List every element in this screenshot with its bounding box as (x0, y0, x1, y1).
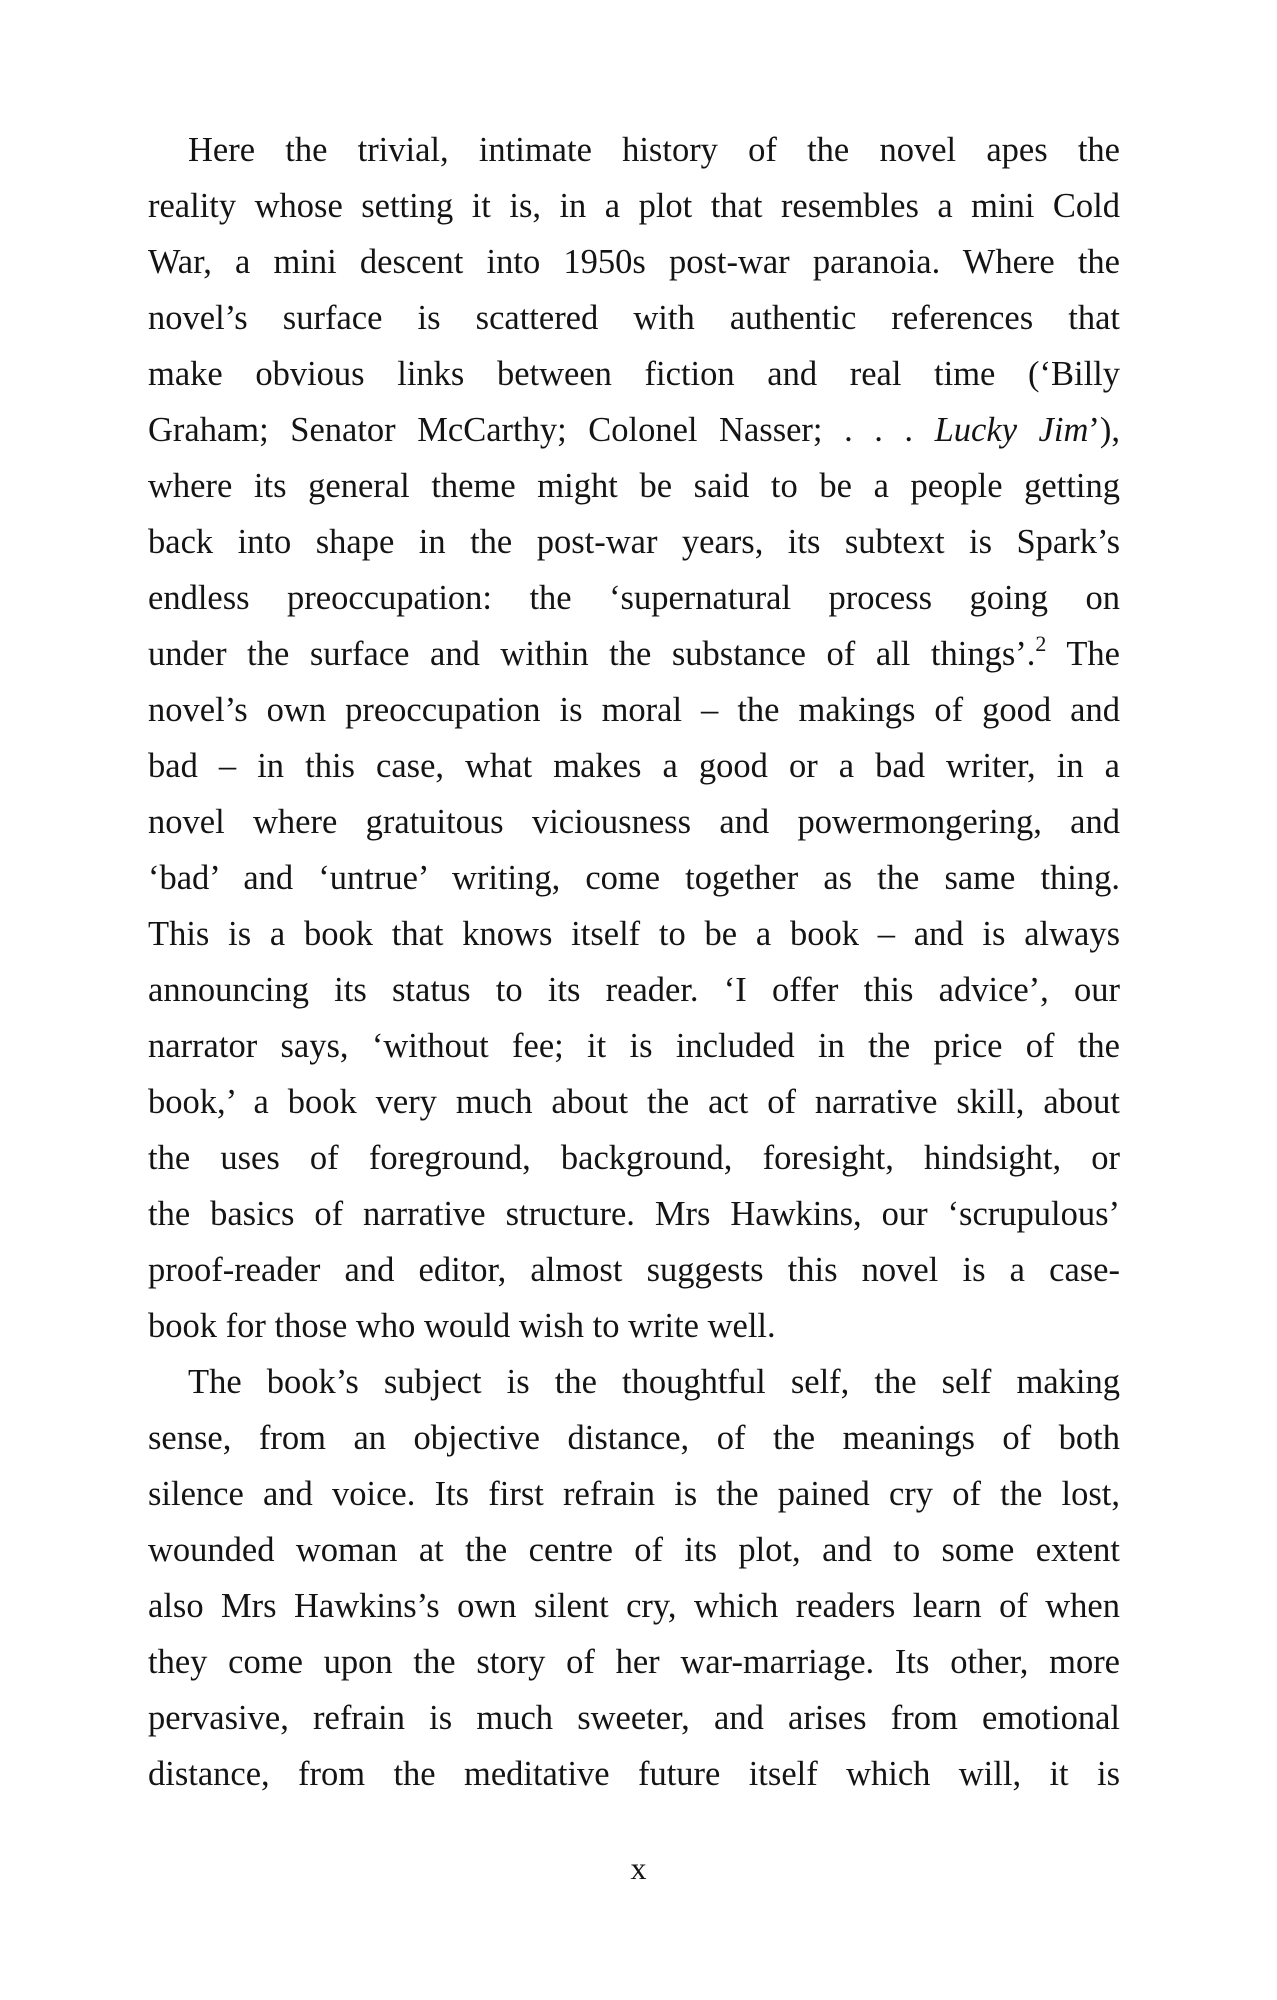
text-line: distance, from the meditative future itself which will, it is (148, 1755, 1120, 1793)
text-line: back into shape in the post-war years, its subtext is Spark’s (148, 523, 1120, 561)
text-line: make obvious links between fiction and real time (‘Billy (148, 355, 1120, 393)
text-line: novel’s surface is scattered with authentic references that (148, 299, 1120, 337)
text-line (148, 402, 1120, 458)
text-line: wounded woman at the centre of its plot, and to some extent (148, 1531, 1120, 1569)
book-title-lucky-jim: Lucky Jim (934, 411, 1089, 449)
text-line: ‘bad’ and ‘untrue’ writing, come together as the same thing. (148, 859, 1120, 897)
page-number: x (630, 1850, 647, 1886)
text-line: novel where gratuitous viciousness and powermongering, and (148, 803, 1120, 841)
text-line (148, 626, 1120, 682)
text-line: silence and voice. Its first refrain is the pained cry of the lost, (148, 1475, 1120, 1513)
text-line: announcing its status to its reader. ‘I offer this advice’, our (148, 971, 1120, 1009)
text-line: the basics of narrative structure. Mrs Hawkins, our ‘scrupulous’ (148, 1195, 1120, 1233)
text-line: book for those who would wish to write well. (148, 1307, 776, 1345)
text-run: ’), (1088, 411, 1120, 449)
paragraph-1 (148, 122, 1120, 1354)
text-line: bad – in this case, what makes a good or a bad writer, in a (148, 747, 1120, 785)
text-line: The book’s subject is the thoughtful self, the self making (188, 1363, 1120, 1401)
body-text (148, 122, 1120, 1802)
text-line: endless preoccupation: the ‘supernatural process going on (148, 579, 1120, 617)
footnote-marker: 2 (1035, 631, 1047, 656)
text-line: War, a mini descent into 1950s post-war paranoia. Where the (148, 243, 1120, 281)
text-line: reality whose setting it is, in a plot that resembles a mini Cold (148, 187, 1120, 225)
text-line: Here the trivial, intimate history of the novel apes the (188, 131, 1120, 169)
text-line: they come upon the story of her war-marriage. Its other, more (148, 1643, 1120, 1681)
text-line: also Mrs Hawkins’s own silent cry, which readers learn of when (148, 1587, 1120, 1625)
text-run: Graham; Senator McCarthy; Colonel Nasser; . . . (148, 411, 914, 449)
text-line: proof-reader and editor, almost suggests this novel is a case- (148, 1251, 1120, 1289)
text-line: novel’s own preoccupation is moral – the makings of good and (148, 691, 1120, 729)
text-line: the uses of foreground, background, foresight, hindsight, or (148, 1139, 1120, 1177)
text-line: narrator says, ‘without fee; it is included in the price of the (148, 1027, 1120, 1065)
text-line: book,’ a book very much about the act of narrative skill, about (148, 1083, 1120, 1121)
text-run: under the surface and within the substance of all things’. (148, 635, 1036, 673)
text-line: where its general theme might be said to be a people getting (148, 467, 1120, 505)
text-line: pervasive, refrain is much sweeter, and arises from emotional (148, 1699, 1120, 1737)
paragraph-2 (148, 1354, 1120, 1802)
text-line: sense, from an objective distance, of the meanings of both (148, 1419, 1120, 1457)
text-line: This is a book that knows itself to be a book – and is always (148, 915, 1120, 953)
text-run: The (1066, 635, 1120, 673)
